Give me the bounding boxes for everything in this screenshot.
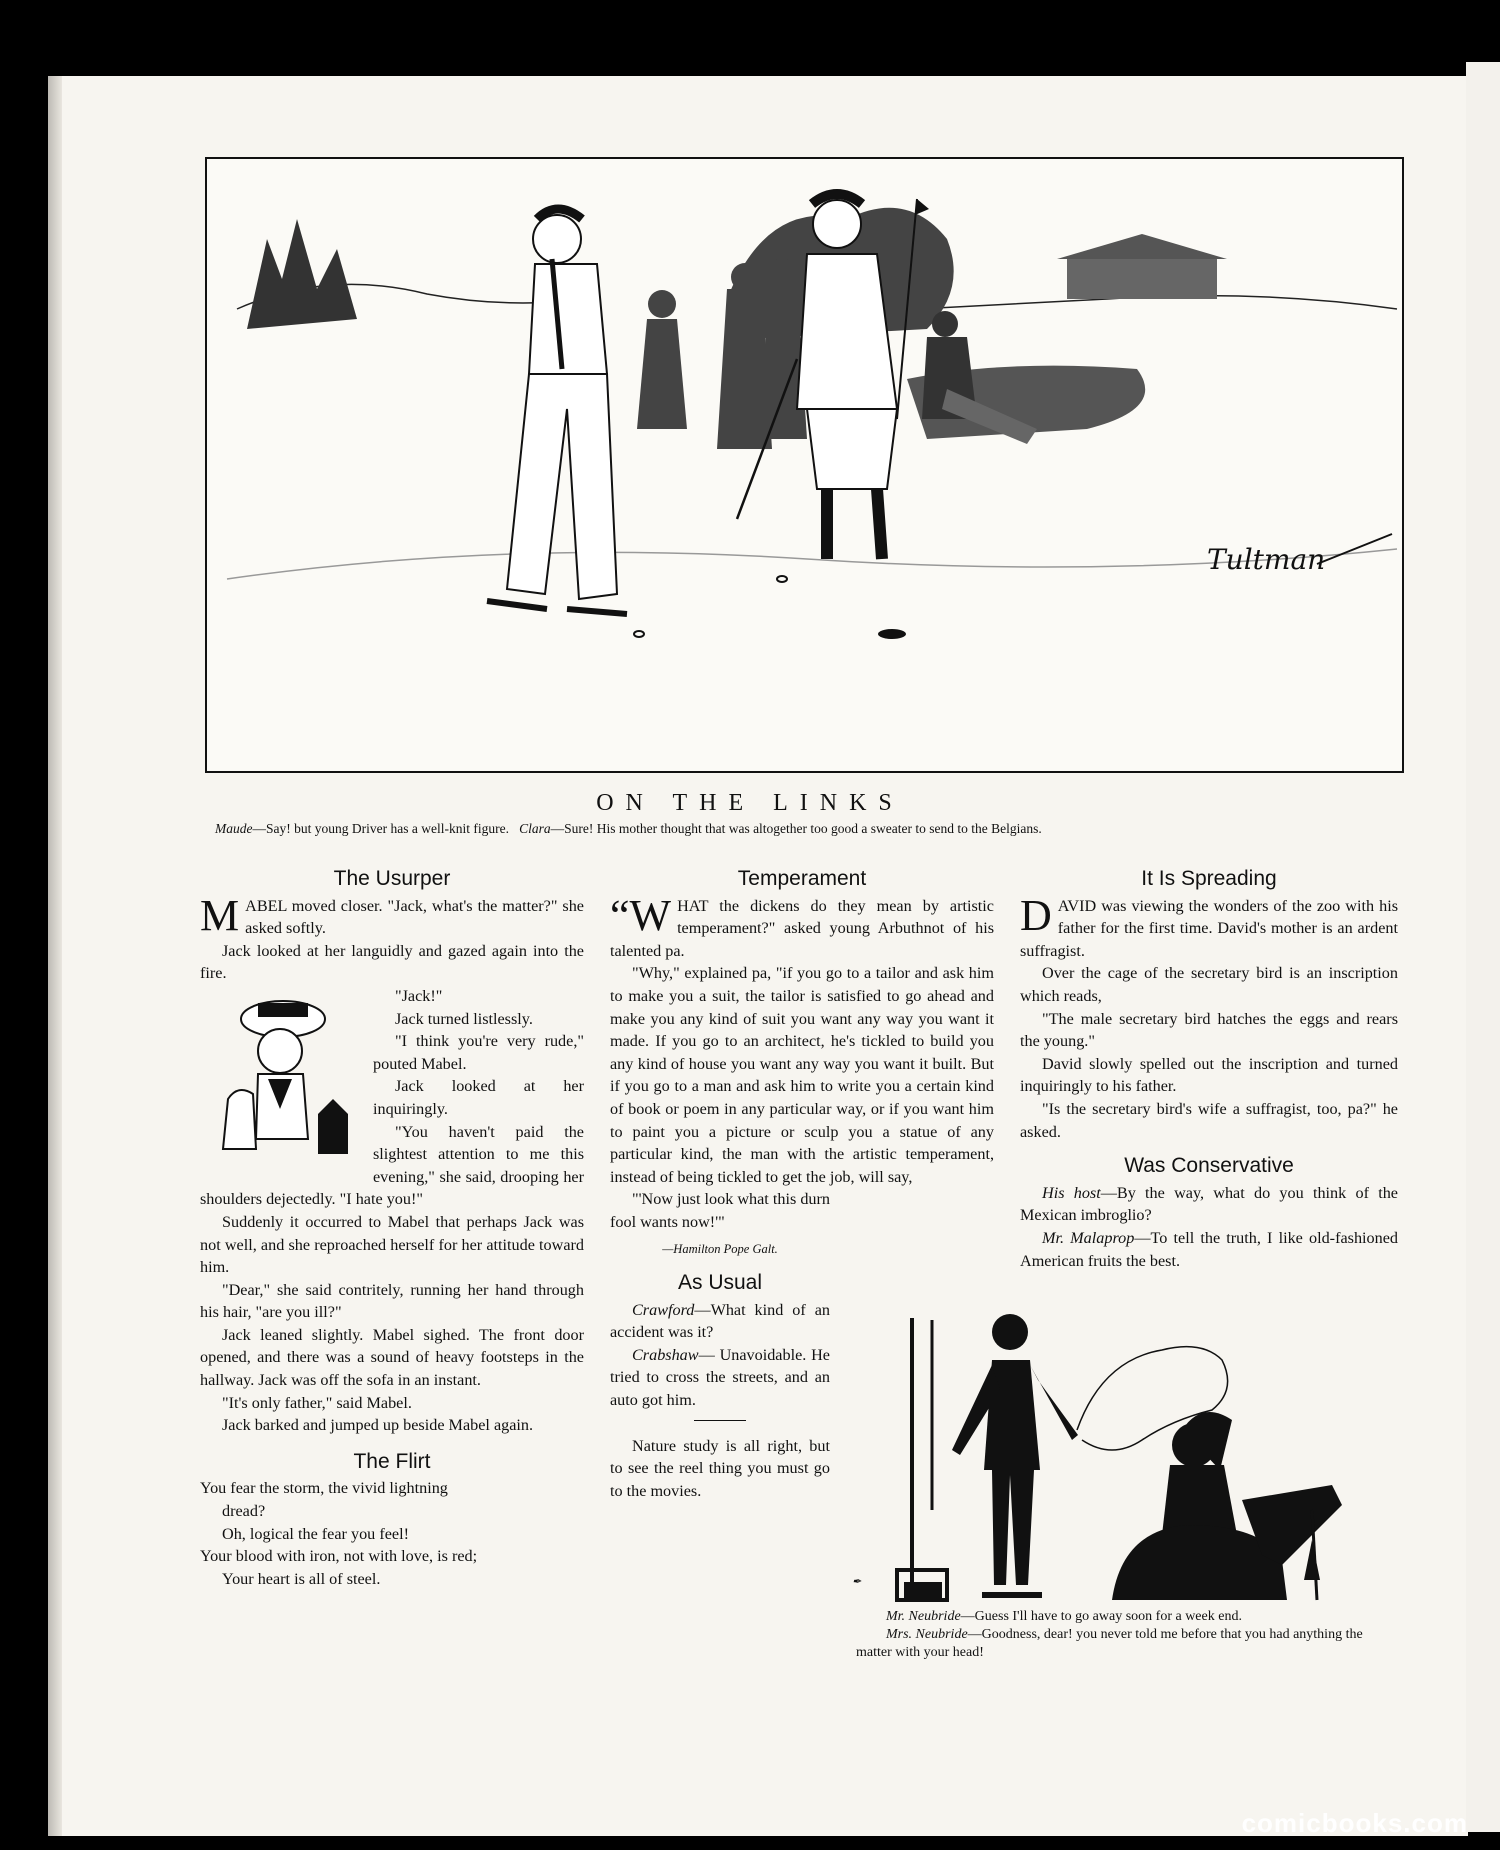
usurper-dropcap: M (200, 890, 240, 940)
illustration-caption (215, 821, 1395, 837)
conservative-speaker-host: His host (1042, 1183, 1101, 1202)
usurper-p9: "Dear," she said contritely, running her hand through his hair, "are you ill?" (200, 1280, 584, 1322)
silhouette-caption (856, 1608, 1401, 1662)
flirt-line-1: You fear the storm, the vivid lightning (200, 1479, 448, 1498)
usurper-p4: Jack turned listlessly. (395, 1009, 533, 1028)
caption-line-maude: —Say! but young Driver has a well-knit figure. (252, 821, 509, 836)
usurper-p2: Jack looked at her languidly and gazed again into the fire. (200, 941, 584, 983)
silhouette-illustration (842, 1300, 1402, 1605)
caption-speaker-clara: Clara (519, 821, 551, 836)
usurper-p12: Jack barked and jumped up beside Mabel again. (222, 1416, 534, 1435)
temperament-dropcap: “W (610, 890, 672, 940)
usurper-p8: Suddenly it occurred to Mabel that perhaps Jack was not well, and she reproached herself for her attitude toward him. (200, 1212, 584, 1277)
section-divider (694, 1420, 746, 1421)
usurper-p6: Jack looked at her inquiringly. (373, 1077, 584, 1118)
usurper-p5: "I think you're very rude," pouted Mabel. (373, 1032, 584, 1073)
next-page-sliver (1466, 62, 1500, 1832)
silhouette-speaker-mr: Mr. Neubride (886, 1609, 961, 1624)
flirt-poem (200, 1477, 584, 1590)
dog-caricature-illustration (208, 989, 363, 1169)
spreading-p1: AVID was viewing the wonders of the zoo with his father for the first time. David's mother is an ardent suffragist. (1020, 896, 1398, 960)
as-usual-speaker-crawford: Crawford (632, 1300, 695, 1319)
usurper-p1: ABEL moved closer. "Jack, what's the matter?" she asked softly. (245, 896, 584, 938)
flirt-line-2: dread? (222, 1502, 266, 1521)
golf-illustration (205, 157, 1404, 773)
conservative-heading: Was Conservative (1124, 1154, 1294, 1178)
illustration-title: ON THE LINKS (596, 790, 904, 816)
caption-line-clara: —Sure! His mother thought that was altogether too good a sweater to send to the Belgians. (550, 821, 1042, 836)
column-left (200, 868, 584, 1590)
usurper-p3: "Jack!" (395, 986, 443, 1005)
conservative-speaker-malaprop: Mr. Malaprop (1042, 1228, 1135, 1247)
flirt-line-5: Your heart is all of steel. (222, 1569, 381, 1588)
page-edge-shadow (48, 76, 62, 1836)
as-usual-speaker-crabshaw: Crabshaw (632, 1345, 699, 1364)
spreading-dropcap: D (1020, 890, 1052, 940)
site-watermark: comicbooks.com (1241, 1808, 1468, 1838)
caption-speaker-maude: Maude (215, 821, 253, 836)
spreading-p3: "The male secretary bird hatches the eggs and rears the young." (1020, 1009, 1398, 1051)
as-usual-line-crawford: —What kind of an accident was it? (610, 1300, 830, 1342)
usurper-p10: Jack leaned slightly. Mabel sighed. The front door opened, and there was a sound of heavy footsteps in the hallway. Jack was off the sofa in an instant. (200, 1325, 584, 1390)
spreading-p4: David slowly spelled out the inscription and turned inquiringly to his father. (1020, 1054, 1398, 1096)
flirt-line-3: Oh, logical the fear you feel! (222, 1524, 409, 1543)
nature-study-text: Nature study is all right, but to see the reel thing you must go to the movies. (610, 1436, 830, 1500)
silhouette-speaker-mrs: Mrs. Neubride (886, 1627, 968, 1642)
flirt-heading: The Flirt (353, 1449, 431, 1473)
svg-text:✒: ✒ (852, 1575, 862, 1588)
as-usual-heading: As Usual (677, 1271, 763, 1295)
temperament-p1: HAT the dickens do they mean by artistic temperament?" asked young Arbuthnot of his talented pa. (610, 896, 994, 960)
spreading-p2: Over the cage of the secretary bird is an inscription which reads, (1020, 964, 1398, 1005)
silhouette-line-mr: —Guess I'll have to go away soon for a week end. (960, 1609, 1242, 1624)
conservative-line-host: —By the way, what do you think of the Mexican imbroglio? (1020, 1183, 1398, 1225)
spreading-heading: It Is Spreading (1141, 867, 1277, 890)
temperament-heading: Temperament (737, 867, 867, 890)
temperament-p3: "'Now just look what this durn fool wants now!'" (610, 1190, 830, 1231)
silhouette-line-mrs: —Goodness, dear! you never told me before that you had anything the matter with your head! (856, 1627, 1363, 1660)
as-usual-line-crabshaw: — Unavoidable. He tried to cross the streets, and an auto got him. (610, 1345, 830, 1410)
column-right (1020, 868, 1398, 1272)
temperament-attribution: —Hamilton Pope Galt. (662, 1241, 778, 1256)
conservative-line-malaprop: —To tell the truth, I like old-fashioned American fruits the best. (1020, 1228, 1398, 1270)
usurper-p7: "You haven't paid the slightest attention to me this evening," she said, drooping her shoulders dejectedly. "I hate you!" (200, 1122, 584, 1209)
spreading-p5: "Is the secretary bird's wife a suffragist, too, pa?" he asked. (1020, 1099, 1398, 1141)
usurper-p11: "It's only father," said Mabel. (222, 1393, 412, 1412)
artist-signature: Tultman (1207, 543, 1326, 576)
temperament-p2: "Why," explained pa, "if you go to a tailor and ask him to make you a suit, the tailor is satisfied to go ahead and make you any kind of suit you want any way you want it made. If you go to an architect, he's tickled to build you any kind of house you want any way you want it built. But if you go to a man and ask him to write you a certain kind of book or poem in any particular way, or if you want him to paint you a picture or sculp you a statue of any particular kind, the man with the artistic temperament, instead of being tickled to get the job, will say, (610, 964, 994, 1186)
usurper-heading: The Usurper (333, 867, 451, 890)
flirt-line-4: Your blood with iron, not with love, is red; (200, 1547, 478, 1566)
